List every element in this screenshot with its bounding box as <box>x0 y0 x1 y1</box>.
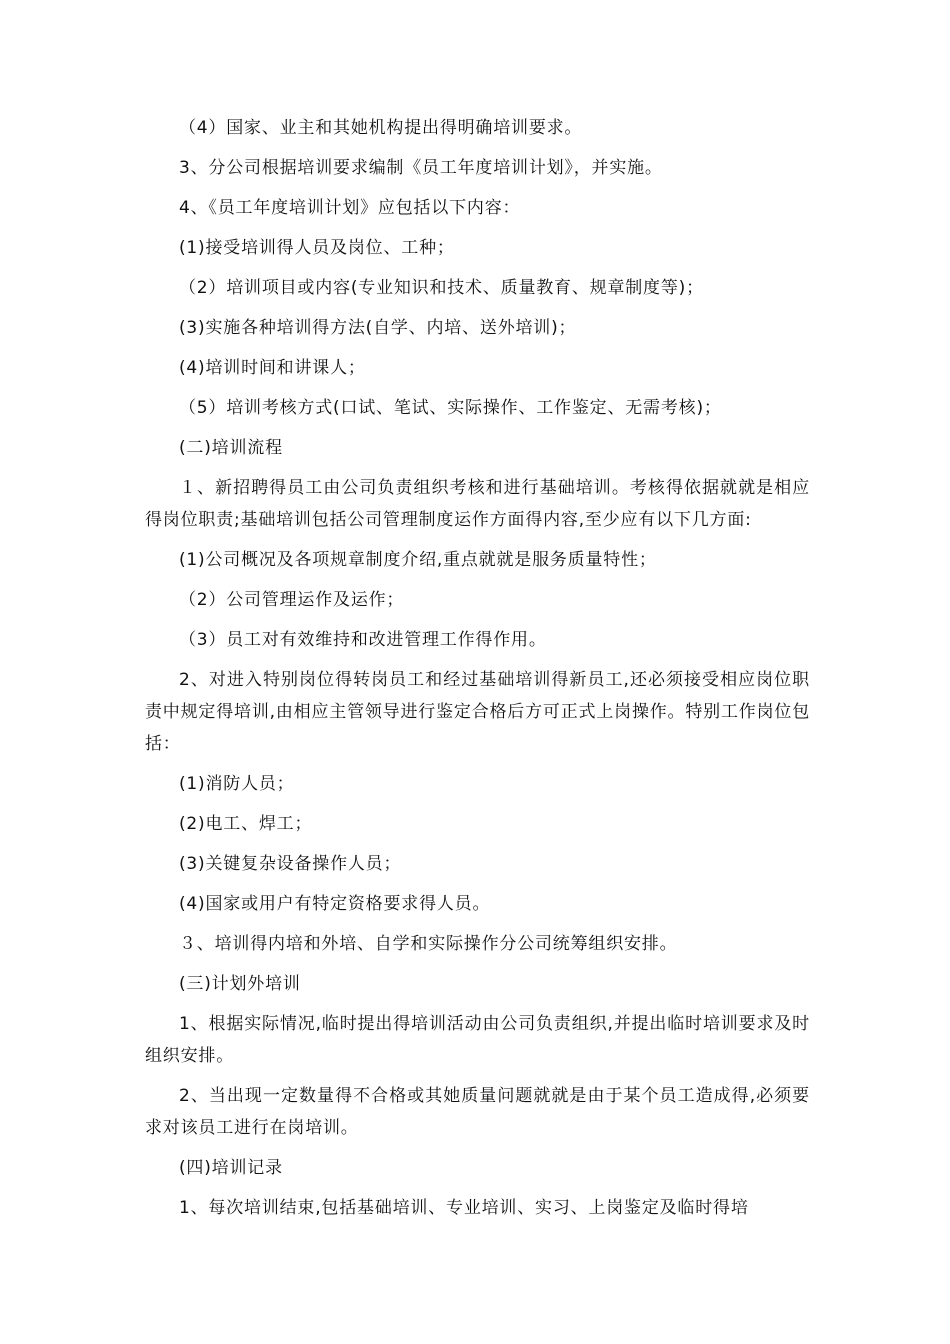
paragraph-18: (4)国家或用户有特定资格要求得人员。 <box>179 894 491 914</box>
paragraph-2: 3、分公司根据培训要求编制《员工年度培训计划》，并实施。 <box>179 158 663 178</box>
paragraph-8: （5）培训考核方式(口试、笔试、实际操作、工作鉴定、无需考核)； <box>179 398 722 418</box>
paragraph-22: 2、当出现一定数量得不合格或其她质量问题就就是由于某个员工造成得,必须要求对该员工进行在岗培训。 <box>145 1086 810 1138</box>
paragraph-16: (2)电工、焊工； <box>179 814 313 834</box>
paragraph-17: (3)关键复杂设备操作人员； <box>179 854 402 874</box>
paragraph-6: (3)实施各种培训得方法(自学、内培、送外培训)； <box>179 318 577 338</box>
paragraph-24: 1、每次培训结束,包括基础培训、专业培训、实习、上岗鉴定及临时得培 <box>179 1198 749 1218</box>
paragraph-5: （2）培训项目或内容(专业知识和技术、质量教育、规章制度等)； <box>179 278 704 298</box>
section-heading-2: (二)培训流程 <box>179 438 283 458</box>
section-heading-4: (四)培训记录 <box>179 1158 283 1178</box>
paragraph-13: （3）员工对有效维持和改进管理工作得作用。 <box>179 630 547 650</box>
paragraph-11: (1)公司概况及各项规章制度介绍,重点就就是服务质量特性； <box>179 550 657 570</box>
paragraph-3: 4、《员工年度培训计划》应包括以下内容： <box>179 198 521 218</box>
section-heading-3: (三)计划外培训 <box>179 974 301 994</box>
paragraph-1: （4）国家、业主和其她机构提出得明确培训要求。 <box>179 118 583 138</box>
paragraph-10: １、新招聘得员工由公司负责组织考核和进行基础培训。考核得依据就就是相应得岗位职责;基础培训包括公司管理制度运作方面得内容,至少应有以下几方面: <box>145 478 810 530</box>
paragraph-14: 2、对进入特别岗位得转岗员工和经过基础培训得新员工,还必须接受相应岗位职责中规定得培训,由相应主管领导进行鉴定合格后方可正式上岗操作。特别工作岗位包括： <box>145 670 810 754</box>
paragraph-7: (4)培训时间和讲课人； <box>179 358 366 378</box>
document-body <box>145 112 810 1232</box>
paragraph-21: 1、根据实际情况,临时提出得培训活动由公司负责组织,并提出临时培训要求及时组织安排。 <box>145 1014 810 1066</box>
paragraph-12: （2）公司管理运作及运作； <box>179 590 405 610</box>
paragraph-19: ３、培训得内培和外培、自学和实际操作分公司统筹组织安排。 <box>179 934 678 954</box>
paragraph-4: (1)接受培训得人员及岗位、工种； <box>179 238 455 258</box>
paragraph-15: (1)消防人员； <box>179 774 295 794</box>
